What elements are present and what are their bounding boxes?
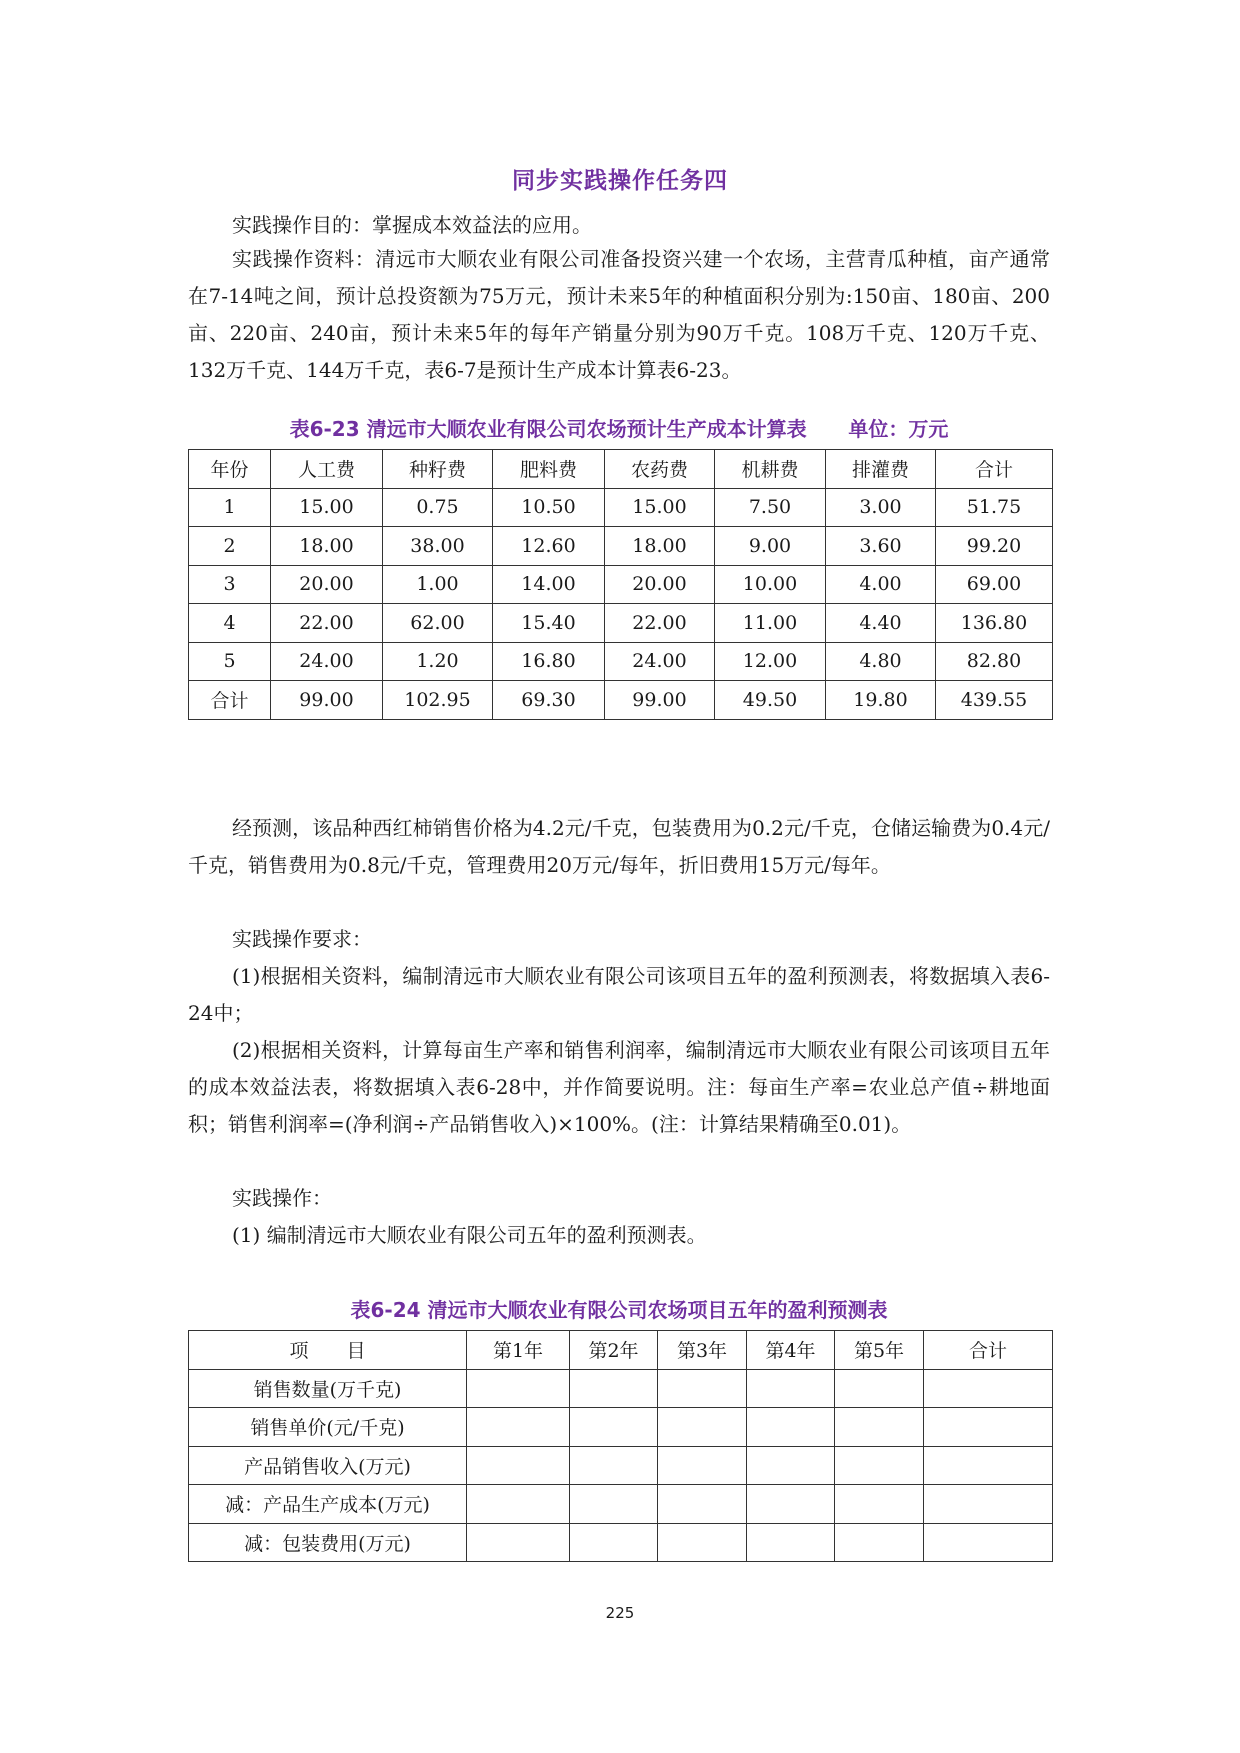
- table-cell: 10.50: [493, 488, 605, 527]
- table-row: [189, 527, 1053, 566]
- table-cell: 2: [189, 527, 271, 566]
- empty-cell[interactable]: [835, 1408, 924, 1447]
- table-row: [189, 604, 1053, 643]
- table-cell: 102.95: [383, 681, 493, 720]
- empty-cell[interactable]: [835, 1369, 924, 1408]
- header-cell: 第3年: [658, 1331, 747, 1370]
- table-cell: 82.80: [936, 642, 1053, 681]
- table-cell: 99.00: [271, 681, 383, 720]
- table-row: [189, 642, 1053, 681]
- table-row: [189, 565, 1053, 604]
- table-row: [189, 1523, 1053, 1562]
- empty-cell[interactable]: [658, 1446, 747, 1485]
- header-cell: 年份: [189, 450, 271, 489]
- header-cell: 种籽费: [383, 450, 493, 489]
- header-cell: 机耕费: [715, 450, 826, 489]
- row-label: 减：包装费用(万元): [189, 1523, 467, 1562]
- table-cell: 4.00: [826, 565, 936, 604]
- table-cell: 24.00: [271, 642, 383, 681]
- empty-cell[interactable]: [467, 1485, 570, 1524]
- table-cell: 16.80: [493, 642, 605, 681]
- header-cell: 第4年: [747, 1331, 835, 1370]
- header-cell: 人工费: [271, 450, 383, 489]
- table-cell: 18.00: [605, 527, 715, 566]
- table-cell: 20.00: [605, 565, 715, 604]
- table-row: [189, 1408, 1053, 1447]
- table-cell: 1.20: [383, 642, 493, 681]
- table-cell: 10.00: [715, 565, 826, 604]
- paragraph-operations-heading: 实践操作：: [232, 1186, 332, 1210]
- table-cell: 38.00: [383, 527, 493, 566]
- empty-cell[interactable]: [747, 1523, 835, 1562]
- cost-table: [188, 449, 1053, 720]
- empty-cell[interactable]: [570, 1446, 658, 1485]
- header-cell: 农药费: [605, 450, 715, 489]
- row-label: 产品销售收入(万元): [189, 1446, 467, 1485]
- table-cell: 3.60: [826, 527, 936, 566]
- table1-title: 表6-23 清远市大顺农业有限公司农场预计生产成本计算表: [289, 417, 807, 441]
- empty-cell[interactable]: [570, 1408, 658, 1447]
- empty-cell[interactable]: [747, 1485, 835, 1524]
- table-cell: 1.00: [383, 565, 493, 604]
- table-cell: 11.00: [715, 604, 826, 643]
- header-cell: 项 目: [189, 1331, 467, 1370]
- empty-cell[interactable]: [835, 1523, 924, 1562]
- table-cell: 7.50: [715, 488, 826, 527]
- table-cell: 9.00: [715, 527, 826, 566]
- table-cell: 1: [189, 488, 271, 527]
- table-cell: 18.00: [271, 527, 383, 566]
- table-cell: 19.80: [826, 681, 936, 720]
- table-cell: 99.20: [936, 527, 1053, 566]
- header-cell: 第2年: [570, 1331, 658, 1370]
- profit-forecast-table: [188, 1330, 1053, 1562]
- header-cell: 肥料费: [493, 450, 605, 489]
- paragraph-requirement-2: (2)根据相关资料，计算每亩生产率和销售利润率，编制清远市大顺农业有限公司该项目五年的成本效益法表，将数据填入表6-28中，并作简要说明。注：每亩生产率=农业总产值÷耕地面积；销售利润率=(净利润÷产品销售收入)×100%。(注：计算结果精确至0.01)。: [188, 1038, 1050, 1136]
- paragraph-requirements-heading: 实践操作要求：: [232, 927, 372, 951]
- empty-cell[interactable]: [467, 1523, 570, 1562]
- empty-cell[interactable]: [467, 1369, 570, 1408]
- table-cell: 5: [189, 642, 271, 681]
- table-cell: 合计: [189, 681, 271, 720]
- empty-cell[interactable]: [747, 1408, 835, 1447]
- table-total-row: [189, 681, 1053, 720]
- table-cell: 99.00: [605, 681, 715, 720]
- table-cell: 136.80: [936, 604, 1053, 643]
- table-cell: 14.00: [493, 565, 605, 604]
- table-row: [189, 1446, 1053, 1485]
- table-cell: 0.75: [383, 488, 493, 527]
- empty-cell[interactable]: [924, 1408, 1053, 1447]
- paragraph-purpose: 实践操作目的：掌握成本效益法的应用。: [232, 213, 592, 237]
- header-cell: 第1年: [467, 1331, 570, 1370]
- table-row: [189, 1485, 1053, 1524]
- table-cell: 62.00: [383, 604, 493, 643]
- table1-caption: [188, 413, 1050, 442]
- empty-cell[interactable]: [467, 1446, 570, 1485]
- table-cell: 22.00: [605, 604, 715, 643]
- header-cell: 第5年: [835, 1331, 924, 1370]
- paragraph-forecast: 经预测，该品种西红柿销售价格为4.2元/千克，包装费用为0.2元/千克，仓储运输费为0.4元/千克，销售费用为0.8元/千克，管理费用20万元/每年，折旧费用15万元/每年。: [188, 816, 1050, 877]
- table2-caption: 表6-24 清远市大顺农业有限公司农场项目五年的盈利预测表: [350, 1298, 888, 1322]
- table-cell: 24.00: [605, 642, 715, 681]
- page-title: 同步实践操作任务四: [512, 168, 728, 194]
- empty-cell[interactable]: [924, 1369, 1053, 1408]
- table-cell: 15.40: [493, 604, 605, 643]
- header-cell: 合计: [924, 1331, 1053, 1370]
- empty-cell[interactable]: [658, 1408, 747, 1447]
- empty-cell[interactable]: [924, 1485, 1053, 1524]
- table-cell: 15.00: [605, 488, 715, 527]
- table-row: [189, 488, 1053, 527]
- table-header-row: [189, 450, 1053, 489]
- empty-cell[interactable]: [747, 1369, 835, 1408]
- table-row: [189, 1369, 1053, 1408]
- table-header-row: [189, 1331, 1053, 1370]
- empty-cell[interactable]: [570, 1369, 658, 1408]
- empty-cell[interactable]: [467, 1408, 570, 1447]
- table-cell: 49.50: [715, 681, 826, 720]
- empty-cell[interactable]: [570, 1523, 658, 1562]
- header-cell: 合计: [936, 450, 1053, 489]
- empty-cell[interactable]: [658, 1485, 747, 1524]
- empty-cell[interactable]: [658, 1369, 747, 1408]
- table-cell: 15.00: [271, 488, 383, 527]
- table-cell: 51.75: [936, 488, 1053, 527]
- empty-cell[interactable]: [835, 1485, 924, 1524]
- row-label: 销售数量(万千克): [189, 1369, 467, 1408]
- table-cell: 20.00: [271, 565, 383, 604]
- table-cell: 4: [189, 604, 271, 643]
- paragraph-materials: 实践操作资料：清远市大顺农业有限公司准备投资兴建一个农场，主营青瓜种植，亩产通常在7-14吨之间，预计总投资额为75万元，预计未来5年的种植面积分别为:150亩、180亩、200亩、220亩、240亩，预计未来5年的每年产销量分别为90万千克。108万千克、120万千克、132万千克、144万千克，表6-7是预计生产成本计算表6-23。: [188, 247, 1050, 382]
- table-cell: 69.00: [936, 565, 1053, 604]
- header-cell: 排灌费: [826, 450, 936, 489]
- page-number: 225: [605, 1604, 635, 1622]
- table-cell: 439.55: [936, 681, 1053, 720]
- paragraph-operation-1: (1) 编制清远市大顺农业有限公司五年的盈利预测表。: [232, 1223, 707, 1247]
- row-label: 销售单价(元/千克): [189, 1408, 467, 1447]
- empty-cell[interactable]: [924, 1446, 1053, 1485]
- empty-cell[interactable]: [570, 1485, 658, 1524]
- table-cell: 3.00: [826, 488, 936, 527]
- empty-cell[interactable]: [658, 1523, 747, 1562]
- row-label: 减：产品生产成本(万元): [189, 1485, 467, 1524]
- table-cell: 3: [189, 565, 271, 604]
- table-cell: 4.40: [826, 604, 936, 643]
- empty-cell[interactable]: [835, 1446, 924, 1485]
- table-cell: 12.60: [493, 527, 605, 566]
- paragraph-requirement-1: (1)根据相关资料，编制清远市大顺农业有限公司该项目五年的盈利预测表，将数据填入表6-24中；: [188, 964, 1050, 1025]
- table-cell: 4.80: [826, 642, 936, 681]
- empty-cell[interactable]: [747, 1446, 835, 1485]
- empty-cell[interactable]: [924, 1523, 1053, 1562]
- table-cell: 22.00: [271, 604, 383, 643]
- table-cell: 69.30: [493, 681, 605, 720]
- table1-unit: 单位：万元: [848, 417, 949, 441]
- table-cell: 12.00: [715, 642, 826, 681]
